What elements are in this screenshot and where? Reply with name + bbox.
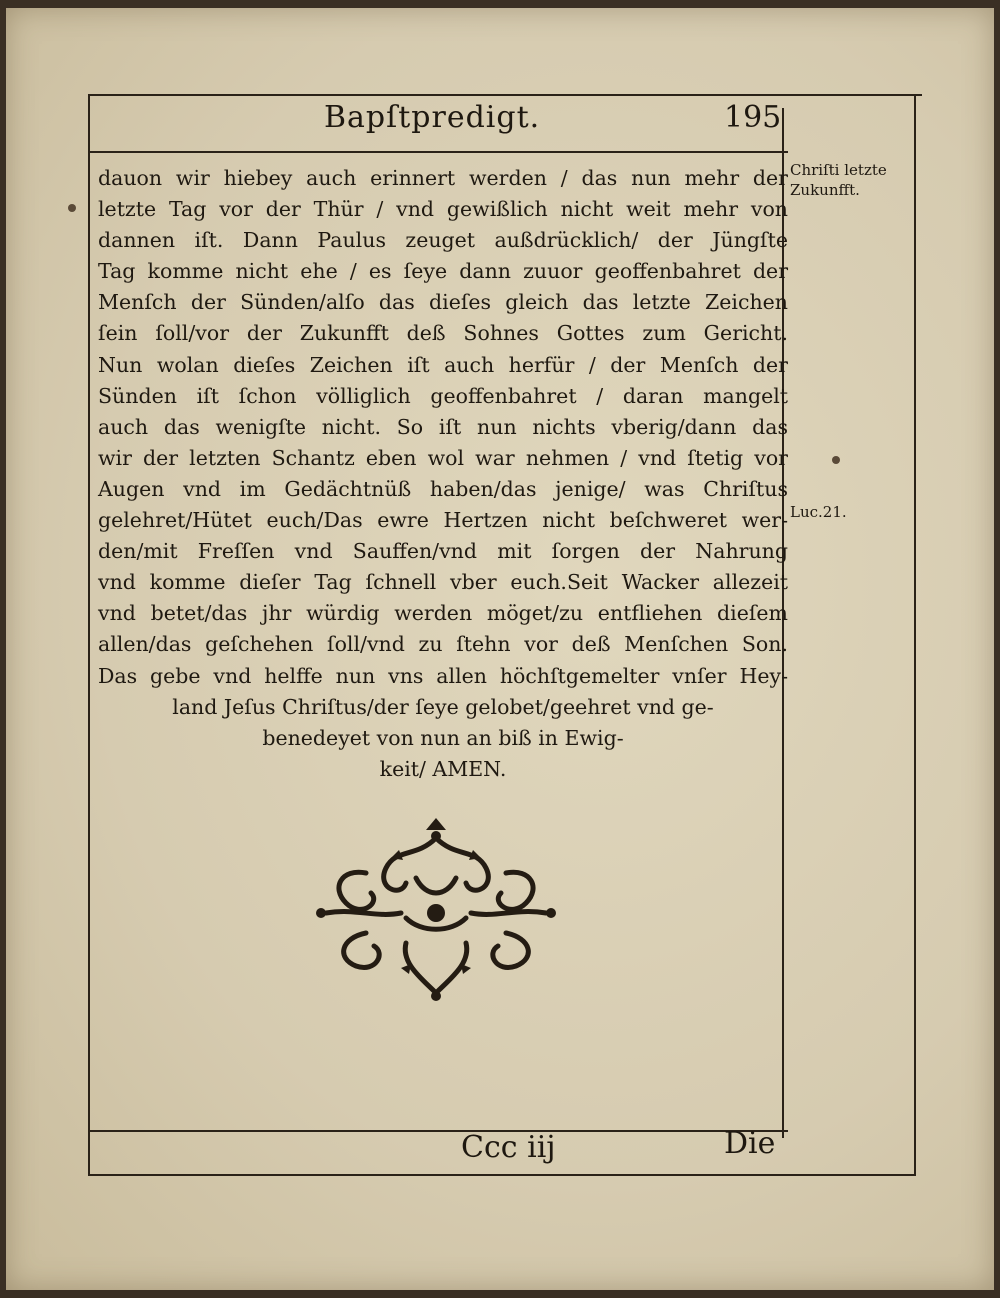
text-line: Tag komme nicht ehe / es ſeye dann zuuor geoffenbahret der [98, 259, 788, 284]
text-line: Menſch der Sünden/alſo das dieſes gleich das letzte Zeichen [98, 290, 788, 315]
frame-bottom-rule [88, 1174, 916, 1176]
text-line: vnd betet/das jhr würdig werden möget/zu entfliehen dieſem [98, 601, 788, 626]
page-number: 195 [724, 100, 782, 135]
closing-line: land Jeſus Chriſtus/der ſeye gelobet/geehret vnd ge- [172, 694, 714, 719]
text-line: letzte Tag vor der Thür / vnd gewißlich nicht weit mehr von [98, 197, 788, 222]
text-line: dauon wir hiebey auch erinnert werden / das nun mehr der [98, 166, 788, 190]
margin-note-line: Chriſti letzte [790, 161, 887, 179]
margin-note-christi [790, 160, 887, 200]
text-line: dannen iſt. Dann Paulus zeuget außdrücklich/ der Jüngſte [98, 228, 788, 253]
text-line: ſein ſoll/vor der Zukunfft deß Sohnes Gottes zum Gericht. [98, 321, 788, 346]
text-line: Augen vnd im Gedächtnüß haben/das jenige/ was Chriſtus [98, 476, 788, 501]
text-line: allen/das geſchehen ſoll/vnd zu ſtehn vor deß Menſchen Son. [98, 632, 788, 657]
text-line: gelehret/Hütet euch/Das ewre Hertzen nicht beſchweret wer- [98, 508, 788, 533]
text-line: auch das wenigſte nicht. So iſt nun nichts vberig/dann das [98, 414, 788, 439]
book-page [6, 8, 994, 1290]
margin-note-line: Zukunfft. [790, 181, 860, 199]
frame-top-rule [88, 94, 922, 96]
text-line: vnd komme dieſer Tag ſchnell vber euch.Seit Wacker allezeit [98, 570, 788, 595]
text-line: Sünden iſt ſchon völliglich geoffenbahret / daran mangelt [98, 383, 788, 408]
signature-mark: Ccc iij [461, 1130, 556, 1165]
frame-left-rule [88, 94, 90, 1176]
text-line: Nun wolan dieſes Zeichen iſt auch herfür / der Menſch der [98, 352, 788, 377]
margin-note-luc: Luc.21. [790, 503, 847, 521]
body-text [98, 163, 788, 785]
header-rule [88, 151, 788, 153]
text-line: Das gebe vnd helffe nun vns allen höchſtgemelter vnſer Hey- [98, 663, 788, 688]
body-bottom-rule [88, 1130, 788, 1132]
ink-dot [68, 204, 76, 212]
closing-line: keit/ AMEN. [379, 756, 507, 781]
closing-line: benedeyet von nun an biß in Ewig- [262, 725, 624, 750]
text-line: den/mit Freſſen vnd Sauffen/vnd mit ſorgen der Nahrung [98, 539, 788, 564]
running-head-title: Bapſtpredigt. [324, 100, 541, 135]
frame-right-rule [914, 94, 916, 1176]
text-line: wir der letzten Schantz eben wol war nehmen / vnd ſtetig vor [98, 445, 788, 470]
catchword: Die [724, 1126, 776, 1161]
ink-dot [832, 456, 840, 464]
printers-ornament [306, 818, 566, 1008]
